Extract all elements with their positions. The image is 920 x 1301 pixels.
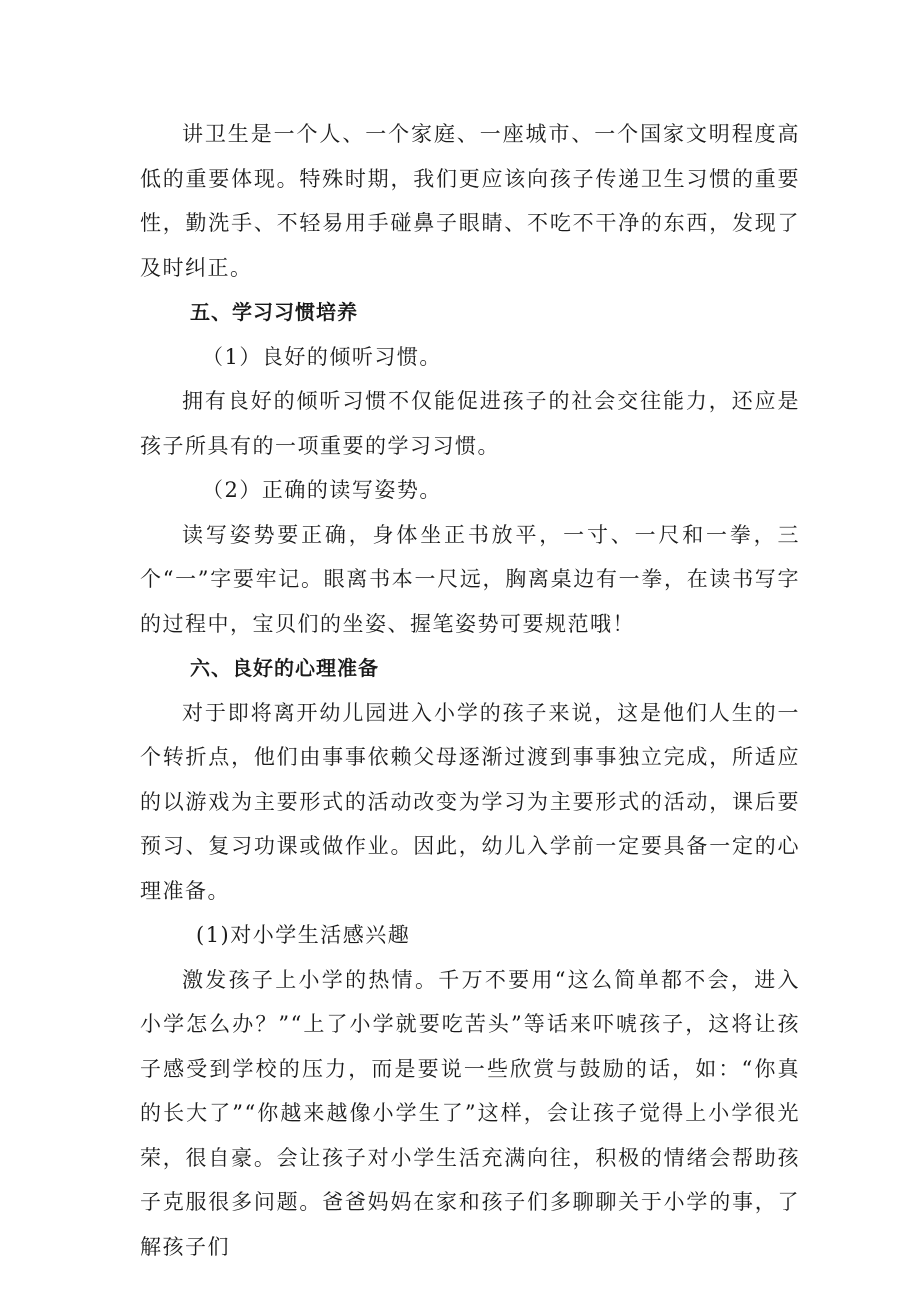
document-body (140, 112, 800, 1269)
heading-mental-prep: 六、良好的心理准备 (190, 656, 379, 680)
subheading-posture: （2）正确的读写姿势。 (202, 478, 442, 502)
paragraph-hygiene: 讲卫生是一个人、一个家庭、一座城市、一个国家文明程度高低的重要体现。特殊时期，我们更应该向孩子传递卫生习惯的重要性，勤洗手、不轻易用手碰鼻子眼睛、不吃不干净的东西，发现了及时纠正。 (140, 122, 800, 280)
paragraph-interest: 激发孩子上小学的热情。千万不要用“这么简单都不会，进入小学怎么办？”“上了小学就要吃苦头”等话来吓唬孩子，这将让孩子感受到学校的压力，而是要说一些欣赏与鼓励的话，如：“你真的长大了”“你越来越像小学生了”这样，会让孩子觉得上小学很光荣，很自豪。会让孩子对小学生活充满向往，积极的情绪会帮助孩子克服很多问题。爸爸妈妈在家和孩子们多聊聊关于小学的事，了解孩子们 (140, 967, 800, 1259)
subheading-listening: （1）良好的倾听习惯。 (202, 344, 442, 369)
heading-study-habits: 五、学习习惯培养 (190, 300, 358, 324)
paragraph-psych: 对于即将离开幼儿园进入小学的孩子来说，这是他们人生的一个转折点，他们由事事依赖父母逐渐过渡到事事独立完成，所适应的以游戏为主要形式的活动改变为学习为主要形式的活动，课后要预习、复习功课或做作业。因此，幼儿入学前一定要具备一定的心理准备。 (140, 700, 800, 903)
paragraph-posture: 读写姿势要正确，身体坐正书放平，一寸、一尺和一拳，三个“一”字要牢记。眼离书本一尺远，胸离桌边有一拳，在读书写字的过程中，宝贝们的坐姿、握笔姿势可要规范哦！ (140, 522, 800, 636)
paragraph-listening: 拥有良好的倾听习惯不仅能促进孩子的社会交往能力，还应是孩子所具有的一项重要的学习习惯。 (140, 389, 800, 458)
subheading-interest: (1)对小学生活感兴趣 (196, 923, 411, 947)
